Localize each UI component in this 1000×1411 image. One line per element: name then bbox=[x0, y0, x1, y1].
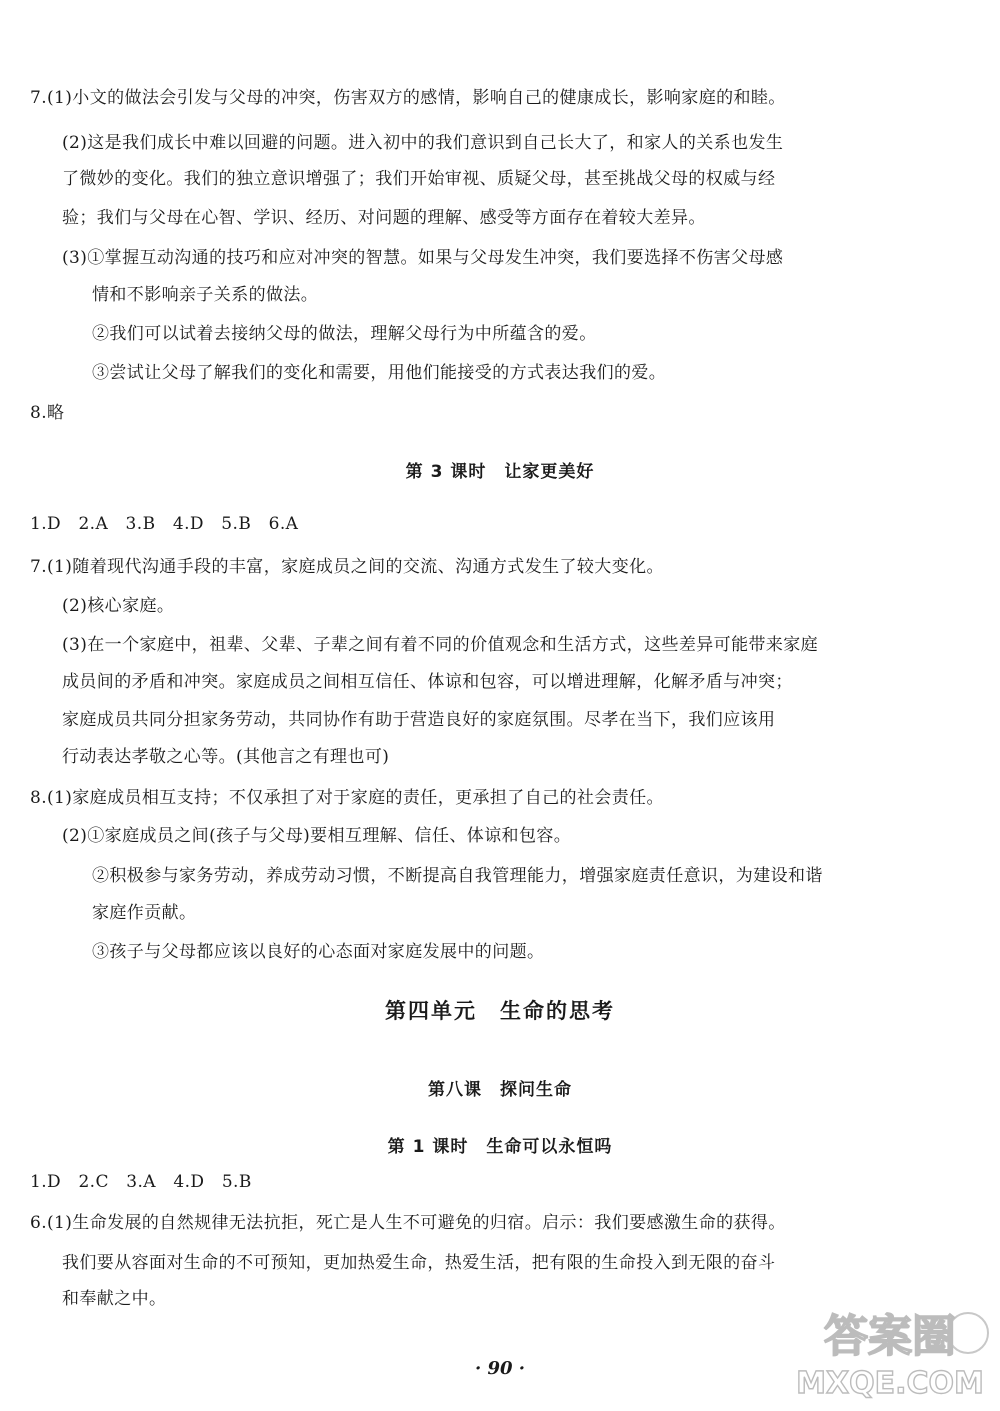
answer-line: 7.(1)小文的做法会引发与父母的冲突，伤害双方的感情，影响自己的健康成长，影响家庭的和睦。 bbox=[30, 88, 786, 108]
answer-line: 家庭成员共同分担家务劳动，共同协作有助于营造良好的家庭氛围。尽孝在当下，我们应该用 bbox=[62, 710, 776, 730]
answer-line: ③尝试让父母了解我们的变化和需要，用他们能接受的方式表达我们的爱。 bbox=[92, 363, 667, 383]
answer-line: 我们要从容面对生命的不可预知，更加热爱生命，热爱生活，把有限的生命投入到无限的奋斗 bbox=[62, 1253, 776, 1273]
unit-heading: 第四单元 生命的思考 bbox=[385, 999, 615, 1023]
answer-line: ②我们可以试着去接纳父母的做法，理解父母行为中所蕴含的爱。 bbox=[92, 324, 597, 344]
answer-line: 8.(1)家庭成员相互支持；不仅承担了对于家庭的责任，更承担了自己的社会责任。 bbox=[30, 788, 664, 808]
watermark-logo-icon bbox=[790, 1293, 990, 1403]
answer-line: 成员间的矛盾和冲突。家庭成员之间相互信任、体谅和包容，可以增进理解，化解矛盾与冲突； bbox=[62, 672, 793, 692]
answer-line: ②积极参与家务劳动，养成劳动习惯，不断提高自我管理能力，增强家庭责任意识，为建设和谐 bbox=[92, 866, 823, 886]
answer-line: 1.D 2.A 3.B 4.D 5.B 6.A bbox=[30, 514, 299, 534]
answer-line: 和奉献之中。 bbox=[62, 1289, 167, 1309]
answer-line: 家庭作贡献。 bbox=[92, 903, 197, 923]
watermark-logo-text: 答案圈 bbox=[824, 1311, 956, 1362]
answer-line: 1.D 2.C 3.A 4.D 5.B bbox=[30, 1172, 252, 1192]
answer-line: ③孩子与父母都应该以良好的心态面对家庭发展中的问题。 bbox=[92, 942, 545, 962]
answer-line: 行动表达孝敬之心等。(其他言之有理也可) bbox=[62, 747, 390, 767]
lesson-heading: 第八课 探问生命 bbox=[428, 1080, 572, 1100]
answer-line: 验；我们与父母在心智、学识、经历、对问题的理解、感受等方面存在着较大差异。 bbox=[62, 208, 706, 228]
lesson-heading: 第 3 课时 让家更美好 bbox=[405, 462, 595, 482]
watermark-logo bbox=[790, 1293, 990, 1403]
answer-line: 8.略 bbox=[30, 403, 65, 423]
answer-line: (3)①掌握互动沟通的技巧和应对冲突的智慧。如果与父母发生冲突，我们要选择不伤害父母感 bbox=[62, 248, 784, 268]
answer-line: (3)在一个家庭中，祖辈、父辈、子辈之间有着不同的价值观念和生活方式，这些差异可能带来家庭 bbox=[62, 635, 819, 655]
lesson-heading: 第 1 课时 生命可以永恒吗 bbox=[387, 1137, 613, 1157]
answer-line: 了微妙的变化。我们的独立意识增强了；我们开始审视、质疑父母，甚至挑战父母的权威与经 bbox=[62, 169, 776, 189]
answer-line: 6.(1)生命发展的自然规律无法抗拒，死亡是人生不可避免的归宿。启示：我们要感激生命的获得。 bbox=[30, 1213, 786, 1233]
watermark-url: MXQE.COM bbox=[796, 1366, 984, 1401]
answer-line: (2)这是我们成长中难以回避的问题。进入初中的我们意识到自己长大了，和家人的关系也发生 bbox=[62, 133, 784, 153]
answer-line: 情和不影响亲子关系的做法。 bbox=[92, 285, 319, 305]
answer-line: (2)①家庭成员之间(孩子与父母)要相互理解、信任、体谅和包容。 bbox=[62, 826, 572, 846]
answer-line: 7.(1)随着现代沟通手段的丰富，家庭成员之间的交流、沟通方式发生了较大变化。 bbox=[30, 557, 664, 577]
page-number: · 90 · bbox=[474, 1358, 526, 1379]
answer-line: (2)核心家庭。 bbox=[62, 596, 175, 616]
